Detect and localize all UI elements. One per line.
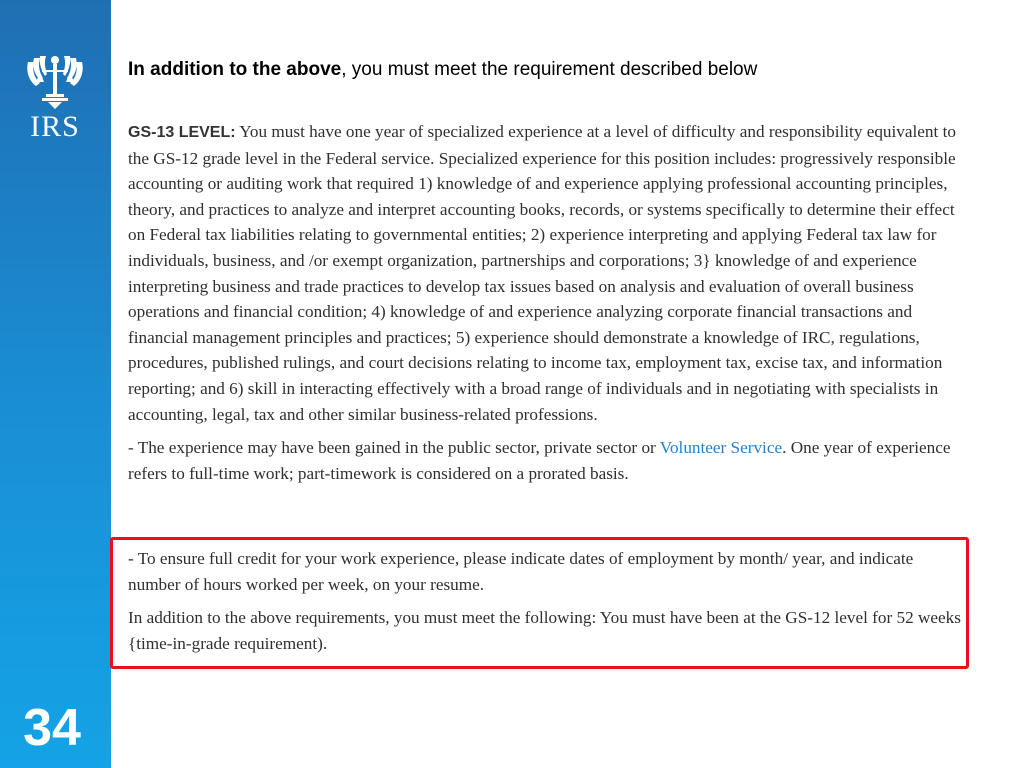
experience-paragraph [128, 435, 962, 486]
irs-logo [22, 52, 88, 142]
highlighted-requirements [128, 546, 962, 656]
requirements-body [128, 119, 962, 486]
volunteer-service-link[interactable]: Volunteer Service [659, 438, 783, 458]
slide-heading [128, 58, 1008, 82]
heading-rest: , you must meet the requirement described below [341, 59, 758, 80]
gs13-label: GS-13 LEVEL: [128, 124, 236, 141]
eagle-emblem-icon [22, 52, 88, 110]
experience-prefix: - The experience may have been gained in the public sector, private sector or [128, 438, 660, 458]
time-in-grade-paragraph: In addition to the above requirements, you must meet the following: You must have been at the GS-12 level for 52 weeks {time-in-grade requirement). [128, 608, 961, 653]
heading-bold: In addition to the above [128, 59, 342, 80]
slide-number: 34 [23, 699, 81, 757]
gs13-text: You must have one year of specialized experience at a level of difficulty and responsibility equivalent to the GS-12 grade level in the Federal service. Specialized experience for this position includes: progressively responsible accounting or auditing work that required 1) knowledge of and experience applying professional accounting principles, theory, and practices to analyze and interpret accounting books, records, or systems specifically to determine their effect on Federal tax liabilities relating to governmental entities; 2) experience interpreting and applying Federal tax law for individuals, business, and /or exempt organization, partnerships and corporations; 3} knowledge of and experience interpreting business and trade practices to develop tax issues based on analysis and evaluation of overall business operations and financial condition; 4) knowledge of and experience analyzing corporate financial transactions and financial management principles and practices; 5) experience should demonstrate a knowledge of IRC, regulations, procedures, published rulings, and court decisions relating to income tax, employment tax, excise tax, and information reporting; and 6) skill in interacting effectively with a broad range of individuals and in negotiating with specialists in accounting, legal, tax and other similar business-related professions. [128, 122, 956, 424]
experience-suffix: . One year of experience refers to full-time work; part-timework is considered on a prorated basis. [128, 438, 951, 483]
logo-text: IRS [30, 110, 80, 143]
gs13-paragraph [128, 119, 962, 427]
full-credit-paragraph: - To ensure full credit for your work experience, please indicate dates of employment by month/ year, and indicate number of hours worked per week, on your resume. [128, 549, 914, 594]
sidebar [0, 0, 111, 768]
